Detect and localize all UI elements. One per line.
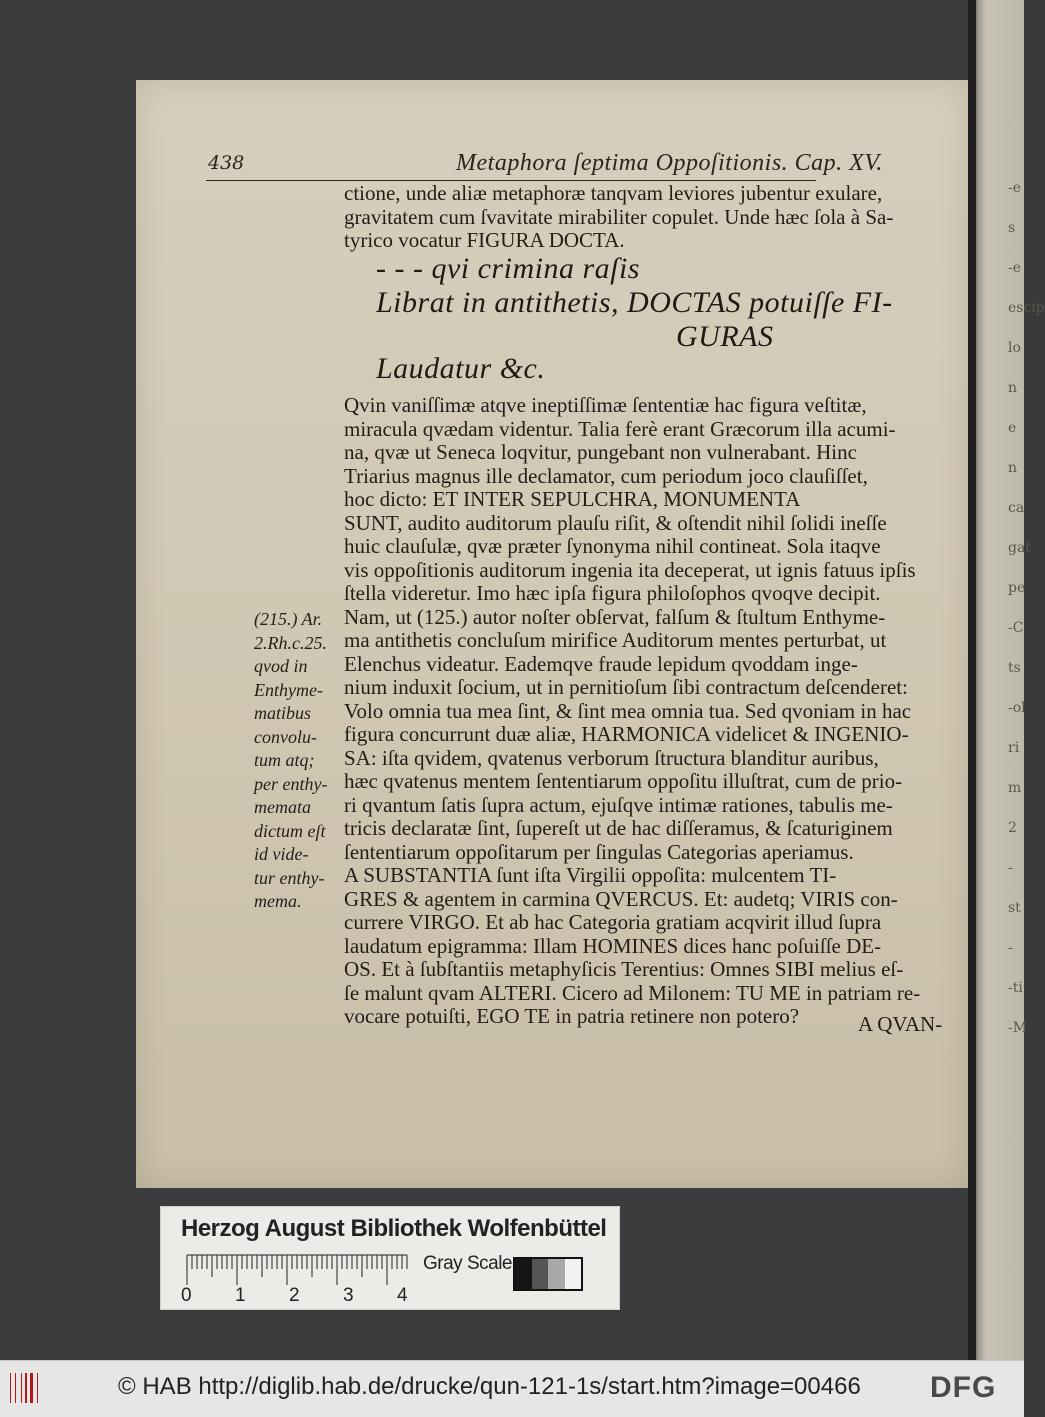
facing-page-letter: st xyxy=(1008,900,1021,916)
gray-scale-swatch xyxy=(513,1257,583,1291)
dfg-logo: DFG xyxy=(930,1371,997,1404)
facing-page-letter: n xyxy=(1008,380,1018,396)
facing-page-letter: 2 xyxy=(1008,820,1017,836)
margin-note-line: dictum eſt xyxy=(254,820,326,841)
text-line: ctione, unde aliæ metaphoræ tanqvam leviores jubentur exulare, xyxy=(344,181,883,205)
facing-page-letter: m xyxy=(1008,780,1022,796)
text-line: ſe malunt qvam ALTERI. Cicero ad Milonem: TU ME in patriam re- xyxy=(344,980,921,1005)
margin-note-line: convolu- xyxy=(254,726,317,747)
facing-page-letter: ri xyxy=(1008,740,1020,756)
text-line: GRES & agentem in carmina QVERCUS. Et: audetq; VIRIS con- xyxy=(344,886,898,911)
gray-swatch-cell xyxy=(548,1259,565,1289)
text-line: ſtella videretur. Imo hæc ipſa figura philoſophos qvoqve decipit. xyxy=(344,581,881,605)
gray-swatch-cell xyxy=(565,1259,582,1289)
margin-note-line: memata xyxy=(254,797,311,817)
barcode-bar xyxy=(10,1373,11,1403)
ruler-tick-label: 0 xyxy=(181,1285,192,1306)
text-line: currere VIRGO. Et ab hac Categoria gratiam acqvirit illud ſupra xyxy=(344,910,882,934)
main-paragraph xyxy=(344,394,944,1029)
ruler-tick-label: 1 xyxy=(235,1285,246,1306)
text-line: gravitatem cum ſvavitate mirabiliter copulet. Unde hæc ſola à Sa- xyxy=(344,204,894,229)
ruler-tick-label: 4 xyxy=(397,1285,408,1306)
text-line: Qvin vaniſſimæ atqve ineptiſſimæ ſententiæ hac figura veſtitæ, xyxy=(344,393,867,417)
text-line: Volo omnia tua mea ſint, & ſint mea omnia tua. Sed qvoniam in hac xyxy=(344,698,912,723)
facing-page-letter: pe xyxy=(1008,580,1026,596)
copyright-link[interactable]: © HAB http://diglib.hab.de/drucke/qun-121-1s/start.htm?image=00466 xyxy=(118,1373,861,1400)
facing-page-letter: escip xyxy=(1008,300,1045,316)
catchword: A QVAN- xyxy=(858,1012,943,1036)
text-line: huic clauſulæ, qvæ præter ſynonyma nihil contineat. Sola itaqve xyxy=(344,534,881,558)
verse-line-2: Librat in antithetis, DOCTAS potuiſſe FI- xyxy=(376,286,893,319)
barcode-bar xyxy=(39,1373,40,1403)
text-line: laudatum epigramma: Illam HOMINES dices hanc poſuiſſe DE- xyxy=(344,933,882,958)
facing-page-letter: - xyxy=(1008,860,1013,876)
barcode-bar xyxy=(37,1373,38,1403)
gray-scale-label: Gray Scale xyxy=(423,1253,512,1274)
gray-swatch-cell xyxy=(515,1259,532,1289)
margin-note xyxy=(254,608,350,914)
text-line: vis oppoſitionis auditorum ingenia ita deceperat, ut ignis fatuus ipſis xyxy=(344,557,916,582)
margin-note-line: per enthy- xyxy=(254,773,328,794)
barcode-bar xyxy=(17,1373,20,1403)
text-line: Nam, ut (125.) autor noſter obſervat, falſum & ſtultum Enthyme- xyxy=(344,604,886,629)
facing-page-letter: -ol xyxy=(1008,700,1026,716)
running-head: Metaphora ſeptima Oppoſitionis. Cap. XV. xyxy=(456,150,883,176)
text-line: OS. Et à ſubſtantiis metaphyſicis Terentius: Omnes SIBI melius eſ- xyxy=(344,957,904,981)
verse-line-4: Laudatur &c. xyxy=(376,352,546,385)
margin-note-line: id vide- xyxy=(254,844,309,864)
barcode-bar xyxy=(21,1373,22,1403)
barcode-bar xyxy=(28,1373,29,1403)
facing-page-letter: ca xyxy=(1008,500,1025,516)
barcode-bar xyxy=(12,1373,14,1403)
barcode-bar xyxy=(25,1373,27,1403)
facing-page-letter: - xyxy=(1008,940,1013,956)
facing-page-letter: -e xyxy=(1008,260,1022,276)
facing-page-letter: s xyxy=(1008,220,1016,236)
text-line: A SUBSTANTIA ſunt iſta Virgilii oppoſita: mulcentem TI- xyxy=(344,863,837,887)
facing-page-letter: lo xyxy=(1008,340,1021,356)
facing-page-letter: n xyxy=(1008,460,1018,476)
ruler-tick-label: 3 xyxy=(343,1285,354,1306)
page-number: 438 xyxy=(208,152,245,174)
ruler-tick-label: 2 xyxy=(289,1285,300,1306)
text-line: hæc qvatenus mentem ſententiarum oppoſitu illuſtrat, cum de prio- xyxy=(344,769,903,793)
text-line: SA: iſta qvidem, qvatenus verborum ſtructura blanditur auribus, xyxy=(344,745,879,770)
text-line: ma antithetis concluſum mirifice Auditorum mentes perturbat, ut xyxy=(344,628,887,652)
text-line: na, qvæ ut Seneca loqvitur, pungebant non vulnerabant. Hinc xyxy=(344,440,857,464)
text-line: hoc dicto: ET INTER SEPULCHRA, MONUMENTA xyxy=(344,487,801,511)
barcode-bar xyxy=(34,1373,36,1403)
book-gutter xyxy=(968,0,976,1360)
margin-note-line: 2.Rh.c.25. xyxy=(254,632,327,653)
margin-note-line: qvod in xyxy=(254,656,308,676)
barcode-bar xyxy=(15,1373,16,1403)
facing-page-letter: ts xyxy=(1008,660,1021,676)
barcode-bar xyxy=(23,1373,24,1403)
text-line: Triarius magnus ille declamator, cum periodum joco clauſiſſet, xyxy=(344,463,868,488)
margin-note-line: mema. xyxy=(254,891,302,911)
facing-page-letter: -e xyxy=(1008,180,1022,196)
verse-line-1: - - - qvi crimina raſis xyxy=(376,252,640,285)
facing-page-letter: -M xyxy=(1008,1020,1028,1036)
library-name: Herzog August Bibliothek Wolfenbüttel xyxy=(181,1215,607,1242)
text-line: tyrico vocatur FIGURA DOCTA. xyxy=(344,228,625,252)
text-line: vocare potuiſti, EGO TE in patria retinere non potero? xyxy=(344,1004,800,1028)
margin-note-line: tum atq; xyxy=(254,750,315,770)
text-line: SUNT, audito auditorum plauſu riſit, & oſtendit nihil ſolidi ineſſe xyxy=(344,510,887,535)
facing-page-letter: gat xyxy=(1008,540,1031,556)
gray-swatch-cell xyxy=(532,1259,549,1289)
footer-bar xyxy=(0,1360,1024,1417)
color-scale-bar xyxy=(160,1206,620,1310)
ruler xyxy=(185,1253,407,1289)
facing-page-letter: -C xyxy=(1008,620,1024,636)
margin-note-line: matibus xyxy=(254,703,312,723)
verse-line-3: GURAS xyxy=(676,320,774,353)
barcode-icon xyxy=(10,1373,46,1403)
text-line: tricis declaratæ ſint, ſupereſt ut de hac diſſeramus, & ſcaturiginem xyxy=(344,816,893,840)
text-line: nium induxit ſocium, ut in pernitioſum ſibi contractum deſcenderet: xyxy=(344,675,908,699)
text-line: figura concurrunt duæ aliæ, HARMONICA videlicet & INGENIO- xyxy=(344,722,909,746)
facing-page-letter: -ti xyxy=(1008,980,1023,996)
text-line: ſententiarum oppoſitarum per ſingulas Categorias aperiamus. xyxy=(344,839,854,864)
margin-note-line: Enthyme- xyxy=(254,679,323,700)
text-line: miracula qvædam videntur. Talia ferè erant Græcorum illa acumi- xyxy=(344,416,896,441)
facing-page-letter: e xyxy=(1008,420,1017,436)
text-line: Elenchus videatur. Eademqve fraude lepidum qvoddam inge- xyxy=(344,651,858,676)
intro-text xyxy=(344,182,944,253)
margin-note-line: (215.) Ar. xyxy=(254,609,323,629)
text-line: ri qvantum ſatis ſupra actum, ejuſqve intimæ rationes, tabulis me- xyxy=(344,792,893,817)
barcode-bar xyxy=(30,1373,33,1403)
margin-note-line: tur enthy- xyxy=(254,867,325,888)
